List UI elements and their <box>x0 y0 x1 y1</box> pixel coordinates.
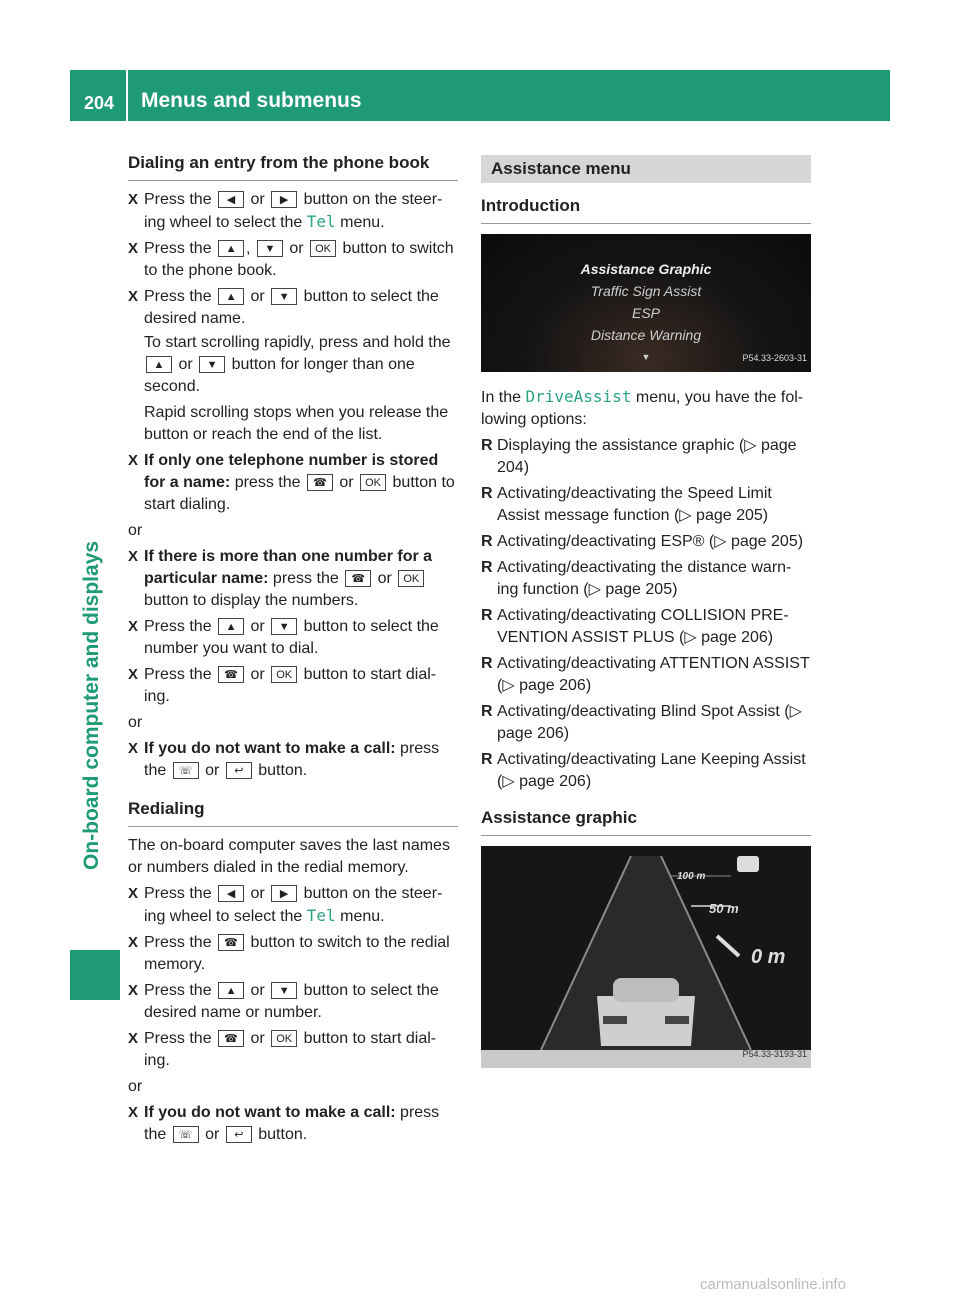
end-call-key-icon: ☏ <box>173 762 199 779</box>
up-arrow-key-icon: ▲ <box>146 356 172 373</box>
assistance-menu-screen <box>481 234 811 372</box>
side-marker-block <box>70 950 120 1000</box>
right-arrow-key-icon: ▶ <box>271 885 297 902</box>
step-start-dialing: X Press the ☎ or OK button to start dial-ing. <box>128 666 437 705</box>
step-one-number: X If only one telephone number is stored for a name: press the ☎ or OK button to start dialing. <box>128 452 455 513</box>
redial-step-switch: X Press the ☎ button to switch to the redial memory. <box>128 934 450 973</box>
distance-0-label: 0 m <box>751 946 786 968</box>
option-item: R Activating/deactivating ESP® (▷ page 205) <box>481 533 804 550</box>
or-separator: or <box>128 714 143 731</box>
down-arrow-key-icon: ▼ <box>271 288 297 305</box>
ok-key-icon: OK <box>360 474 386 491</box>
option-item: R Activating/deactivating COLLISION PRE-VENTION ASSIST PLUS (▷ page 206) <box>481 607 789 646</box>
coffee-cup-icon <box>737 856 759 872</box>
section-title-phone-book: Dialing an entry from the phone book <box>128 152 458 181</box>
page-number: 204 <box>84 93 115 113</box>
intro-text: In the DriveAssist menu, you have the fol-lowing options: <box>481 387 804 428</box>
step-select-tel: X Press the ◀ or ▶ button on the steer-ing wheel to select the Tel menu. <box>128 191 443 231</box>
tel-menu-label: Tel <box>306 906 336 925</box>
scroll-tip: To start scrolling rapidly, press and hold the ▲ or ▼ button for longer than one second. <box>144 334 451 395</box>
step-multiple-numbers: X If there is more than one number for a particular name: press the ☎ or OK button to display the numbers. <box>128 548 433 609</box>
side-chapter-label: On-board computer and displays <box>80 540 103 870</box>
step-select-name: X Press the ▲ or ▼ button to select the desired name. To start scrolling rapidly, press and hold the ▲ or ▼ button for longer than one second. Rapid scrolling stops when you release the button or reach the end of the list. <box>128 286 458 446</box>
option-item: R Activating/deactivating the distance warn-ing function (▷ page 205) <box>481 559 792 598</box>
page-title: Menus and submenus <box>141 89 362 112</box>
scroll-stop-tip: Rapid scrolling stops when you release the button or reach the end of the list. <box>144 404 449 443</box>
phone-key-icon: ☎ <box>345 570 371 587</box>
up-arrow-key-icon: ▲ <box>218 982 244 999</box>
ok-key-icon: OK <box>310 240 336 257</box>
redial-step-select-tel: X Press the ◀ or ▶ button on the steer-ing wheel to select the Tel menu. <box>128 885 443 925</box>
assistance-graphic-screen <box>481 846 811 1068</box>
down-arrow-key-icon: ▼ <box>199 356 225 373</box>
tel-menu-label: Tel <box>306 212 336 231</box>
header-separator <box>126 70 128 121</box>
option-item: R Displaying the assistance graphic (▷ page 204) <box>481 437 797 476</box>
right-arrow-key-icon: ▶ <box>271 191 297 208</box>
redial-step-cancel: X If you do not want to make a call: press the ☏ or ↩ button. <box>128 1104 440 1143</box>
ok-key-icon: OK <box>398 570 424 587</box>
down-arrow-key-icon: ▼ <box>271 982 297 999</box>
menu-item-distance-warning: Distance Warning <box>590 327 702 343</box>
section-bar-assistance-menu: Assistance menu <box>481 155 811 183</box>
up-arrow-key-icon: ▲ <box>218 240 244 257</box>
menu-item-traffic-sign-assist: Traffic Sign Assist <box>590 283 702 299</box>
ok-key-icon: OK <box>271 666 297 683</box>
ok-key-icon: OK <box>271 1030 297 1047</box>
distance-50-label: 50 m <box>709 901 739 916</box>
end-call-key-icon: ☏ <box>173 1126 199 1143</box>
option-item: R Activating/deactivating Lane Keeping Assist (▷ page 206) <box>481 751 806 790</box>
section-title-assistance-graphic: Assistance graphic <box>481 807 811 836</box>
scroll-down-icon: ▼ <box>641 352 651 362</box>
left-arrow-key-icon: ◀ <box>218 191 244 208</box>
option-item: R Activating/deactivating ATTENTION ASSIST (▷ page 206) <box>481 655 810 694</box>
figure-reference: P54.33-2603-31 <box>742 353 807 363</box>
distance-100-label: 100 m <box>677 871 706 882</box>
driveassist-menu-label: DriveAssist <box>525 387 632 406</box>
option-item: R Activating/deactivating the Speed Limit Assist message function (▷ page 205) <box>481 485 772 524</box>
down-arrow-key-icon: ▼ <box>271 618 297 635</box>
step-cancel-call: X If you do not want to make a call: press the ☏ or ↩ button. <box>128 740 440 779</box>
phone-key-icon: ☎ <box>218 1030 244 1047</box>
or-separator: or <box>128 522 143 539</box>
up-arrow-key-icon: ▲ <box>218 288 244 305</box>
figure-reference: P54.33-3193-31 <box>742 1049 807 1059</box>
phone-key-icon: ☎ <box>307 474 333 491</box>
menu-item-assistance-graphic: Assistance Graphic <box>580 261 712 277</box>
redial-step-dial: X Press the ☎ or OK button to start dial-ing. <box>128 1030 437 1069</box>
watermark: carmanualsonline.info <box>700 1276 846 1293</box>
back-key-icon: ↩ <box>226 1126 252 1143</box>
redial-step-select: X Press the ▲ or ▼ button to select the desired name or number. <box>128 982 439 1021</box>
up-arrow-key-icon: ▲ <box>218 618 244 635</box>
step-select-number: X Press the ▲ or ▼ button to select the number you want to dial. <box>128 618 439 657</box>
left-column <box>128 152 458 1150</box>
step-marker: X <box>128 191 139 208</box>
right-column <box>481 155 811 1082</box>
back-key-icon: ↩ <box>226 762 252 779</box>
section-title-redialing: Redialing <box>128 798 458 827</box>
step-switch-phone-book: X Press the ▲ , ▼ or OK button to switch to the phone book. <box>128 240 454 279</box>
left-arrow-key-icon: ◀ <box>218 885 244 902</box>
section-title-introduction: Introduction <box>481 195 811 224</box>
menu-item-esp: ESP <box>631 305 660 321</box>
option-item: R Activating/deactivating Blind Spot Assist (▷ page 206) <box>481 703 802 742</box>
phone-key-icon: ☎ <box>218 934 244 951</box>
redial-intro: The on-board computer saves the last names or numbers dialed in the redial memory. <box>128 837 450 876</box>
or-separator: or <box>128 1078 143 1095</box>
down-arrow-key-icon: ▼ <box>257 240 283 257</box>
phone-key-icon: ☎ <box>218 666 244 683</box>
